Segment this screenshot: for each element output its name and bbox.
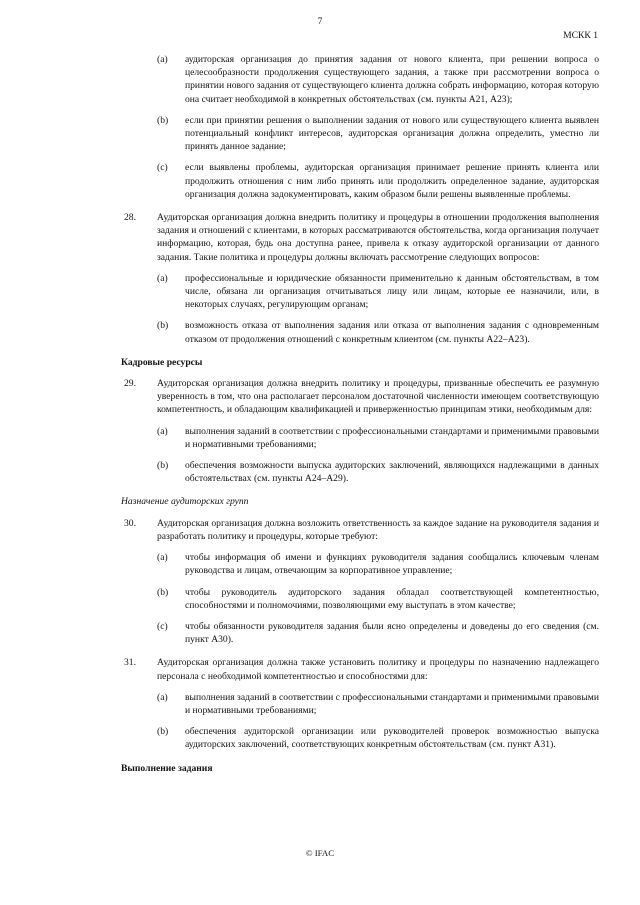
paragraph-text: Аудиторская организация должна также установить политику и процедуры по назначению надлежащего персонала с необходимой компетентностью и способностями для: [157, 657, 599, 682]
list-item-text: чтобы руководитель аудиторского задания обладал соответствующей компетентностью, способностями и полномочиями, позволяющими ему выступать в этом качестве; [185, 586, 599, 611]
paragraph-29 [121, 377, 599, 417]
list-item-label: (a) [157, 425, 168, 437]
list-item [121, 272, 599, 312]
list-item-label: (b) [157, 320, 169, 332]
list-item-label: (a) [157, 272, 168, 284]
list-item-text: если выявлены проблемы, аудиторская организация принимает решение принять клиента или продолжить отношения с ним либо принять или продолжить определенное задание, аудиторская организация должна задокументировать, каким образом были решены выявленные проблемы. [185, 162, 599, 200]
list-item-text: профессиональные и юридические обязанности применительно к данным обстоятельствам, в том числе, обязана ли организация отчитываться лицу или лицам, которые ее назначили, или, в некоторых случаях, регулирующим органам; [185, 272, 599, 311]
subsection-heading: Назначение аудиторских групп [121, 496, 249, 508]
list-item-text: выполнения заданий в соответствии с профессиональными стандартами и применимыми правовыми и нормативными требованиями; [185, 691, 599, 716]
list-item [121, 459, 599, 485]
copyright-footer: © IFAC [305, 848, 335, 858]
list-item-text: возможность отказа от выполнения задания или отказа от выполнения задания с одновременным отказом от продолжения отношений с конкретным клиентом (см. пункты А22–А23). [185, 320, 599, 345]
list-item-label: (b) [157, 460, 169, 472]
list-item-label: (c) [157, 620, 168, 632]
list-item-label: (a) [157, 54, 168, 65]
list-item [121, 319, 599, 345]
list-item-text: обеспечения возможности выпуска аудиторских заключений, являющихся надлежащими в данных обстоятельствах (см. пункты А24–А29). [185, 460, 599, 485]
page-number: 7 [317, 16, 323, 27]
paragraph-number: 31. [124, 657, 136, 669]
list-item [121, 53, 599, 106]
list-item-text: чтобы обязанности руководителя задания были ясно определены и доведены до его сведения (см. пункт А30). [185, 620, 599, 646]
document-body [121, 53, 599, 775]
list-item-label: (c) [157, 162, 168, 174]
paragraph-number: 30. [124, 517, 136, 529]
paragraph-text: Аудиторская организация должна внедрить политику и процедуры в отношении продолжения выполнения задания и отношений с клиентами, в которых рассматриваются обстоятельства, когда организация получает информацию, которая, будь она доступна ранее, привела к отказу аудиторской организации от данного задания. Такие политика и процедуры должны включать рассмотрение следующих вопросов: [157, 212, 599, 263]
paragraph-number: 29. [124, 378, 136, 390]
list-item-label: (b) [157, 726, 169, 738]
list-item-text: аудиторская организация до принятия задания от нового клиента, при решении вопроса о целесообразности продолжения существующего задания, а также при рассмотрении вопроса о принятии нового задания от существующего клиента должна собрать информацию, которая которую она считает необходимой в конкретных обстоятельствах (см. пункты А21, А23); [185, 54, 599, 105]
section-heading: Кадровые ресурсы [121, 356, 203, 368]
list-item [121, 586, 599, 612]
paragraph-number: 28. [124, 212, 136, 224]
list-item [121, 161, 599, 201]
list-item [121, 114, 599, 154]
section-heading: Выполнение задания [121, 762, 213, 774]
paragraph-text: Аудиторская организация должна внедрить политику и процедуры, призванные обеспечить ее разумную уверенность в том, что она располагает персоналом достаточной численности имеющем соответствующую компетентность, и обладающим квалификацией и приверженностью принципам этики, необходимым для: [157, 378, 599, 416]
document-code: МСКК 1 [563, 30, 598, 41]
list-item-label: (b) [157, 586, 169, 598]
list-item-text: обеспечения аудиторской организации или руководителей проверок возможностью выпуска аудиторских заключений, соответствующих конкретным обстоятельствам (см. пункт А31). [185, 726, 599, 751]
paragraph-31 [121, 656, 599, 682]
paragraph-30 [121, 517, 599, 543]
list-item [121, 551, 599, 577]
list-item [121, 725, 599, 751]
list-item [121, 620, 599, 646]
paragraph-28 [121, 211, 599, 264]
list-item-text: чтобы информация об имени и функциях руководителя задания сообщались ключевым членам руководства и лицам, отвечающим за корпоративное управление; [185, 552, 599, 577]
list-item-label: (b) [157, 114, 169, 126]
list-item-label: (a) [157, 691, 168, 703]
list-item-label: (a) [157, 552, 168, 564]
list-item-text: если при принятии решения о выполнении задания от нового или существующего клиента выявлен потенциальный конфликт интересов, аудиторская организация должна определить, уместно ли принять данное задание; [185, 114, 599, 153]
paragraph-text: Аудиторская организация должна возложить ответственность за каждое задание на руководителя задания и разработать политику и процедуры, которые требуют: [157, 517, 599, 542]
list-item [121, 425, 599, 451]
list-item [121, 691, 599, 717]
list-item-text: выполнения заданий в соответствии с профессиональными стандартами и применимыми правовыми и нормативными требованиями; [185, 425, 599, 450]
